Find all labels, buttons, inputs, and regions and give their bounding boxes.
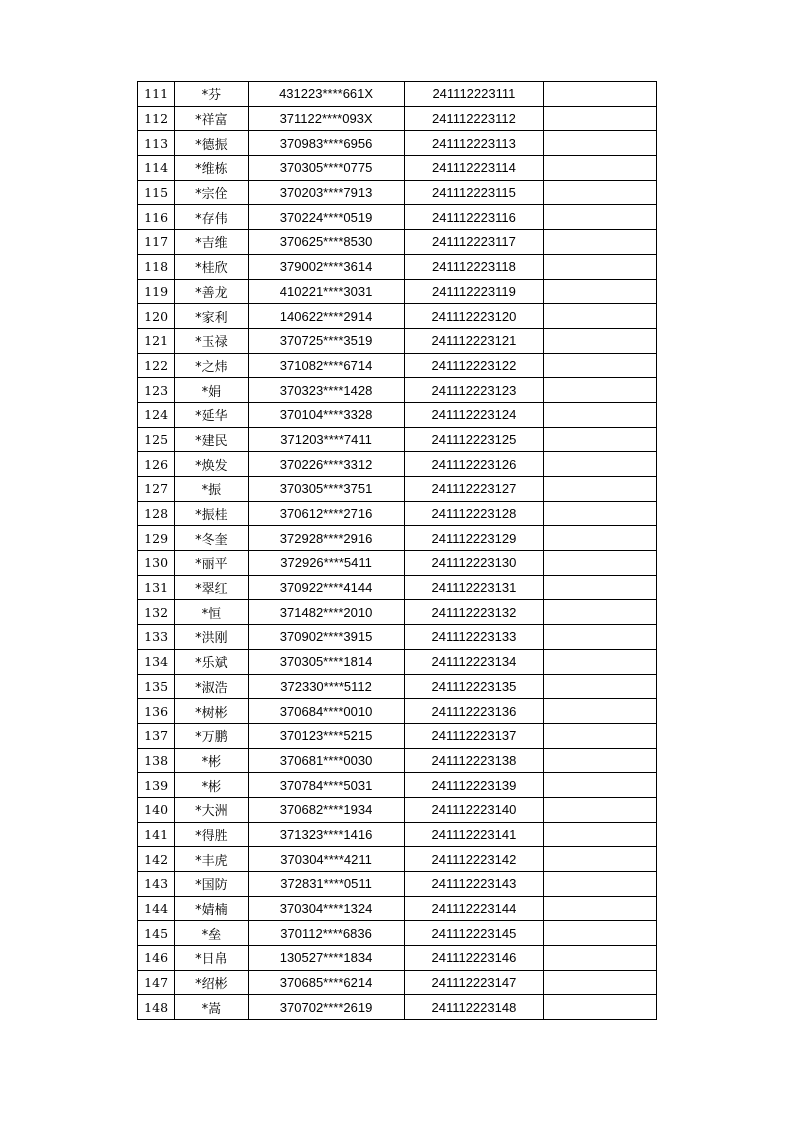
row-number-cell: 130 — [138, 551, 175, 576]
table-row — [138, 649, 657, 674]
id-number-cell: 370681****0030 — [248, 748, 404, 773]
row-number-cell: 137 — [138, 723, 175, 748]
id-number-cell: 372330****5112 — [248, 674, 404, 699]
row-number-cell: 118 — [138, 254, 175, 279]
candidate-name-cell: *建民 — [175, 427, 248, 452]
exam-number-cell: 241112223141 — [404, 822, 544, 847]
id-number-cell: 370305****3751 — [248, 477, 404, 502]
exam-number-cell: 241112223126 — [404, 452, 544, 477]
exam-number-cell: 241112223130 — [404, 551, 544, 576]
row-number-cell: 133 — [138, 625, 175, 650]
candidate-name-cell: *丽平 — [175, 551, 248, 576]
table-row — [138, 106, 657, 131]
candidate-name-cell: *日帛 — [175, 946, 248, 971]
id-number-cell: 370702****2619 — [248, 995, 404, 1020]
row-number-cell: 138 — [138, 748, 175, 773]
row-number-cell: 146 — [138, 946, 175, 971]
id-number-cell: 370323****1428 — [248, 378, 404, 403]
id-number-cell: 370612****2716 — [248, 501, 404, 526]
row-number-cell: 143 — [138, 872, 175, 897]
exam-number-cell: 241112223112 — [404, 106, 544, 131]
exam-number-cell: 241112223131 — [404, 575, 544, 600]
exam-number-cell: 241112223117 — [404, 230, 544, 255]
exam-number-cell: 241112223125 — [404, 427, 544, 452]
row-number-cell: 120 — [138, 304, 175, 329]
id-number-cell: 370104****3328 — [248, 402, 404, 427]
table-row — [138, 551, 657, 576]
table-row — [138, 995, 657, 1020]
candidate-name-cell: *垒 — [175, 921, 248, 946]
exam-number-cell: 241112223114 — [404, 156, 544, 181]
exam-number-cell: 241112223137 — [404, 723, 544, 748]
exam-number-cell: 241112223111 — [404, 82, 544, 107]
remark-cell — [544, 600, 657, 625]
row-number-cell: 111 — [138, 82, 175, 107]
candidate-name-cell: *之炜 — [175, 353, 248, 378]
table-row — [138, 427, 657, 452]
table-row — [138, 452, 657, 477]
remark-cell — [544, 723, 657, 748]
table-row — [138, 501, 657, 526]
id-number-cell: 370725****3519 — [248, 328, 404, 353]
table-row — [138, 180, 657, 205]
row-number-cell: 119 — [138, 279, 175, 304]
table-row — [138, 131, 657, 156]
remark-cell — [544, 427, 657, 452]
candidate-name-cell: *婧楠 — [175, 896, 248, 921]
exam-number-cell: 241112223135 — [404, 674, 544, 699]
table-row — [138, 82, 657, 107]
candidate-name-cell: *绍彬 — [175, 970, 248, 995]
candidate-name-cell: *维栋 — [175, 156, 248, 181]
candidate-table-body — [138, 82, 657, 1020]
row-number-cell: 139 — [138, 773, 175, 798]
table-row — [138, 946, 657, 971]
id-number-cell: 370226****3312 — [248, 452, 404, 477]
candidate-name-cell: *玉禄 — [175, 328, 248, 353]
candidate-name-cell: *善龙 — [175, 279, 248, 304]
candidate-name-cell: *国防 — [175, 872, 248, 897]
row-number-cell: 136 — [138, 699, 175, 724]
exam-number-cell: 241112223122 — [404, 353, 544, 378]
row-number-cell: 144 — [138, 896, 175, 921]
remark-cell — [544, 254, 657, 279]
remark-cell — [544, 180, 657, 205]
row-number-cell: 113 — [138, 131, 175, 156]
exam-number-cell: 241112223129 — [404, 526, 544, 551]
remark-cell — [544, 896, 657, 921]
exam-number-cell: 241112223113 — [404, 131, 544, 156]
candidate-name-cell: *恒 — [175, 600, 248, 625]
exam-number-cell: 241112223118 — [404, 254, 544, 279]
row-number-cell: 115 — [138, 180, 175, 205]
exam-number-cell: 241112223121 — [404, 328, 544, 353]
table-row — [138, 477, 657, 502]
row-number-cell: 123 — [138, 378, 175, 403]
remark-cell — [544, 452, 657, 477]
exam-number-cell: 241112223116 — [404, 205, 544, 230]
exam-number-cell: 241112223115 — [404, 180, 544, 205]
remark-cell — [544, 946, 657, 971]
row-number-cell: 142 — [138, 847, 175, 872]
row-number-cell: 134 — [138, 649, 175, 674]
id-number-cell: 370902****3915 — [248, 625, 404, 650]
table-row — [138, 304, 657, 329]
candidate-name-cell: *淑浩 — [175, 674, 248, 699]
row-number-cell: 140 — [138, 797, 175, 822]
remark-cell — [544, 551, 657, 576]
exam-number-cell: 241112223136 — [404, 699, 544, 724]
remark-cell — [544, 970, 657, 995]
candidate-name-cell: *德振 — [175, 131, 248, 156]
remark-cell — [544, 625, 657, 650]
candidate-name-cell: *丰虎 — [175, 847, 248, 872]
row-number-cell: 112 — [138, 106, 175, 131]
id-number-cell: 371122****093X — [248, 106, 404, 131]
table-row — [138, 822, 657, 847]
table-row — [138, 279, 657, 304]
id-number-cell: 371082****6714 — [248, 353, 404, 378]
remark-cell — [544, 995, 657, 1020]
table-row — [138, 723, 657, 748]
remark-cell — [544, 279, 657, 304]
id-number-cell: 370224****0519 — [248, 205, 404, 230]
exam-number-cell: 241112223124 — [404, 402, 544, 427]
id-number-cell: 370682****1934 — [248, 797, 404, 822]
candidate-name-cell: *振桂 — [175, 501, 248, 526]
id-number-cell: 370305****1814 — [248, 649, 404, 674]
exam-number-cell: 241112223123 — [404, 378, 544, 403]
candidate-name-cell: *冬奎 — [175, 526, 248, 551]
remark-cell — [544, 156, 657, 181]
id-number-cell: 370784****5031 — [248, 773, 404, 798]
remark-cell — [544, 353, 657, 378]
table-row — [138, 872, 657, 897]
id-number-cell: 431223****661X — [248, 82, 404, 107]
candidate-name-cell: *家利 — [175, 304, 248, 329]
candidate-name-cell: *彬 — [175, 748, 248, 773]
id-number-cell: 370922****4144 — [248, 575, 404, 600]
row-number-cell: 128 — [138, 501, 175, 526]
candidate-name-cell: *焕发 — [175, 452, 248, 477]
candidate-name-cell: *振 — [175, 477, 248, 502]
exam-number-cell: 241112223138 — [404, 748, 544, 773]
exam-number-cell: 241112223142 — [404, 847, 544, 872]
exam-number-cell: 241112223140 — [404, 797, 544, 822]
candidate-name-cell: *树彬 — [175, 699, 248, 724]
candidate-name-cell: *得胜 — [175, 822, 248, 847]
table-row — [138, 921, 657, 946]
remark-cell — [544, 328, 657, 353]
candidate-name-cell: *娟 — [175, 378, 248, 403]
table-row — [138, 773, 657, 798]
id-number-cell: 371482****2010 — [248, 600, 404, 625]
exam-number-cell: 241112223134 — [404, 649, 544, 674]
row-number-cell: 121 — [138, 328, 175, 353]
remark-cell — [544, 699, 657, 724]
row-number-cell: 145 — [138, 921, 175, 946]
candidate-name-cell: *芬 — [175, 82, 248, 107]
candidate-name-cell: *大洲 — [175, 797, 248, 822]
remark-cell — [544, 773, 657, 798]
id-number-cell: 140622****2914 — [248, 304, 404, 329]
candidate-name-cell: *吉维 — [175, 230, 248, 255]
id-number-cell: 130527****1834 — [248, 946, 404, 971]
id-number-cell: 370203****7913 — [248, 180, 404, 205]
table-row — [138, 526, 657, 551]
remark-cell — [544, 230, 657, 255]
exam-number-cell: 241112223145 — [404, 921, 544, 946]
id-number-cell: 371323****1416 — [248, 822, 404, 847]
candidate-name-cell: *延华 — [175, 402, 248, 427]
table-row — [138, 970, 657, 995]
row-number-cell: 129 — [138, 526, 175, 551]
row-number-cell: 147 — [138, 970, 175, 995]
row-number-cell: 114 — [138, 156, 175, 181]
remark-cell — [544, 501, 657, 526]
candidate-name-cell: *翠红 — [175, 575, 248, 600]
exam-number-cell: 241112223128 — [404, 501, 544, 526]
table-row — [138, 847, 657, 872]
table-row — [138, 600, 657, 625]
table-row — [138, 699, 657, 724]
remark-cell — [544, 575, 657, 600]
row-number-cell: 116 — [138, 205, 175, 230]
table-row — [138, 254, 657, 279]
id-number-cell: 370112****6836 — [248, 921, 404, 946]
remark-cell — [544, 797, 657, 822]
remark-cell — [544, 748, 657, 773]
row-number-cell: 127 — [138, 477, 175, 502]
candidate-name-cell: *宗佺 — [175, 180, 248, 205]
table-row — [138, 328, 657, 353]
exam-number-cell: 241112223148 — [404, 995, 544, 1020]
row-number-cell: 135 — [138, 674, 175, 699]
remark-cell — [544, 106, 657, 131]
table-row — [138, 378, 657, 403]
id-number-cell: 370685****6214 — [248, 970, 404, 995]
id-number-cell: 370305****0775 — [248, 156, 404, 181]
row-number-cell: 148 — [138, 995, 175, 1020]
row-number-cell: 126 — [138, 452, 175, 477]
remark-cell — [544, 649, 657, 674]
table-row — [138, 402, 657, 427]
exam-number-cell: 241112223139 — [404, 773, 544, 798]
id-number-cell: 371203****7411 — [248, 427, 404, 452]
remark-cell — [544, 402, 657, 427]
exam-number-cell: 241112223147 — [404, 970, 544, 995]
row-number-cell: 141 — [138, 822, 175, 847]
remark-cell — [544, 82, 657, 107]
table-row — [138, 674, 657, 699]
id-number-cell: 370304****4211 — [248, 847, 404, 872]
candidate-name-cell: *彬 — [175, 773, 248, 798]
remark-cell — [544, 526, 657, 551]
table-row — [138, 575, 657, 600]
remark-cell — [544, 378, 657, 403]
exam-number-cell: 241112223132 — [404, 600, 544, 625]
row-number-cell: 124 — [138, 402, 175, 427]
row-number-cell: 132 — [138, 600, 175, 625]
exam-number-cell: 241112223119 — [404, 279, 544, 304]
table-row — [138, 353, 657, 378]
row-number-cell: 117 — [138, 230, 175, 255]
exam-number-cell: 241112223127 — [404, 477, 544, 502]
table-row — [138, 230, 657, 255]
candidate-name-cell: *嵩 — [175, 995, 248, 1020]
candidate-name-cell: *万鹏 — [175, 723, 248, 748]
remark-cell — [544, 872, 657, 897]
exam-number-cell: 241112223133 — [404, 625, 544, 650]
candidate-name-cell: *祥富 — [175, 106, 248, 131]
exam-number-cell: 241112223146 — [404, 946, 544, 971]
candidate-name-cell: *乐斌 — [175, 649, 248, 674]
row-number-cell: 125 — [138, 427, 175, 452]
candidate-name-cell: *桂欣 — [175, 254, 248, 279]
table-row — [138, 748, 657, 773]
row-number-cell: 131 — [138, 575, 175, 600]
remark-cell — [544, 304, 657, 329]
id-number-cell: 370123****5215 — [248, 723, 404, 748]
remark-cell — [544, 674, 657, 699]
exam-number-cell: 241112223144 — [404, 896, 544, 921]
row-number-cell: 122 — [138, 353, 175, 378]
candidate-name-cell: *存伟 — [175, 205, 248, 230]
id-number-cell: 372928****2916 — [248, 526, 404, 551]
id-number-cell: 372831****0511 — [248, 872, 404, 897]
table-row — [138, 625, 657, 650]
id-number-cell: 372926****5411 — [248, 551, 404, 576]
exam-number-cell: 241112223143 — [404, 872, 544, 897]
table-row — [138, 205, 657, 230]
remark-cell — [544, 131, 657, 156]
remark-cell — [544, 477, 657, 502]
remark-cell — [544, 205, 657, 230]
table-row — [138, 156, 657, 181]
table-row — [138, 797, 657, 822]
remark-cell — [544, 921, 657, 946]
id-number-cell: 370304****1324 — [248, 896, 404, 921]
id-number-cell: 379002****3614 — [248, 254, 404, 279]
remark-cell — [544, 822, 657, 847]
table-row — [138, 896, 657, 921]
id-number-cell: 370983****6956 — [248, 131, 404, 156]
candidate-name-cell: *洪刚 — [175, 625, 248, 650]
id-number-cell: 370625****8530 — [248, 230, 404, 255]
id-number-cell: 370684****0010 — [248, 699, 404, 724]
remark-cell — [544, 847, 657, 872]
candidate-table — [137, 81, 657, 1020]
id-number-cell: 410221****3031 — [248, 279, 404, 304]
exam-number-cell: 241112223120 — [404, 304, 544, 329]
